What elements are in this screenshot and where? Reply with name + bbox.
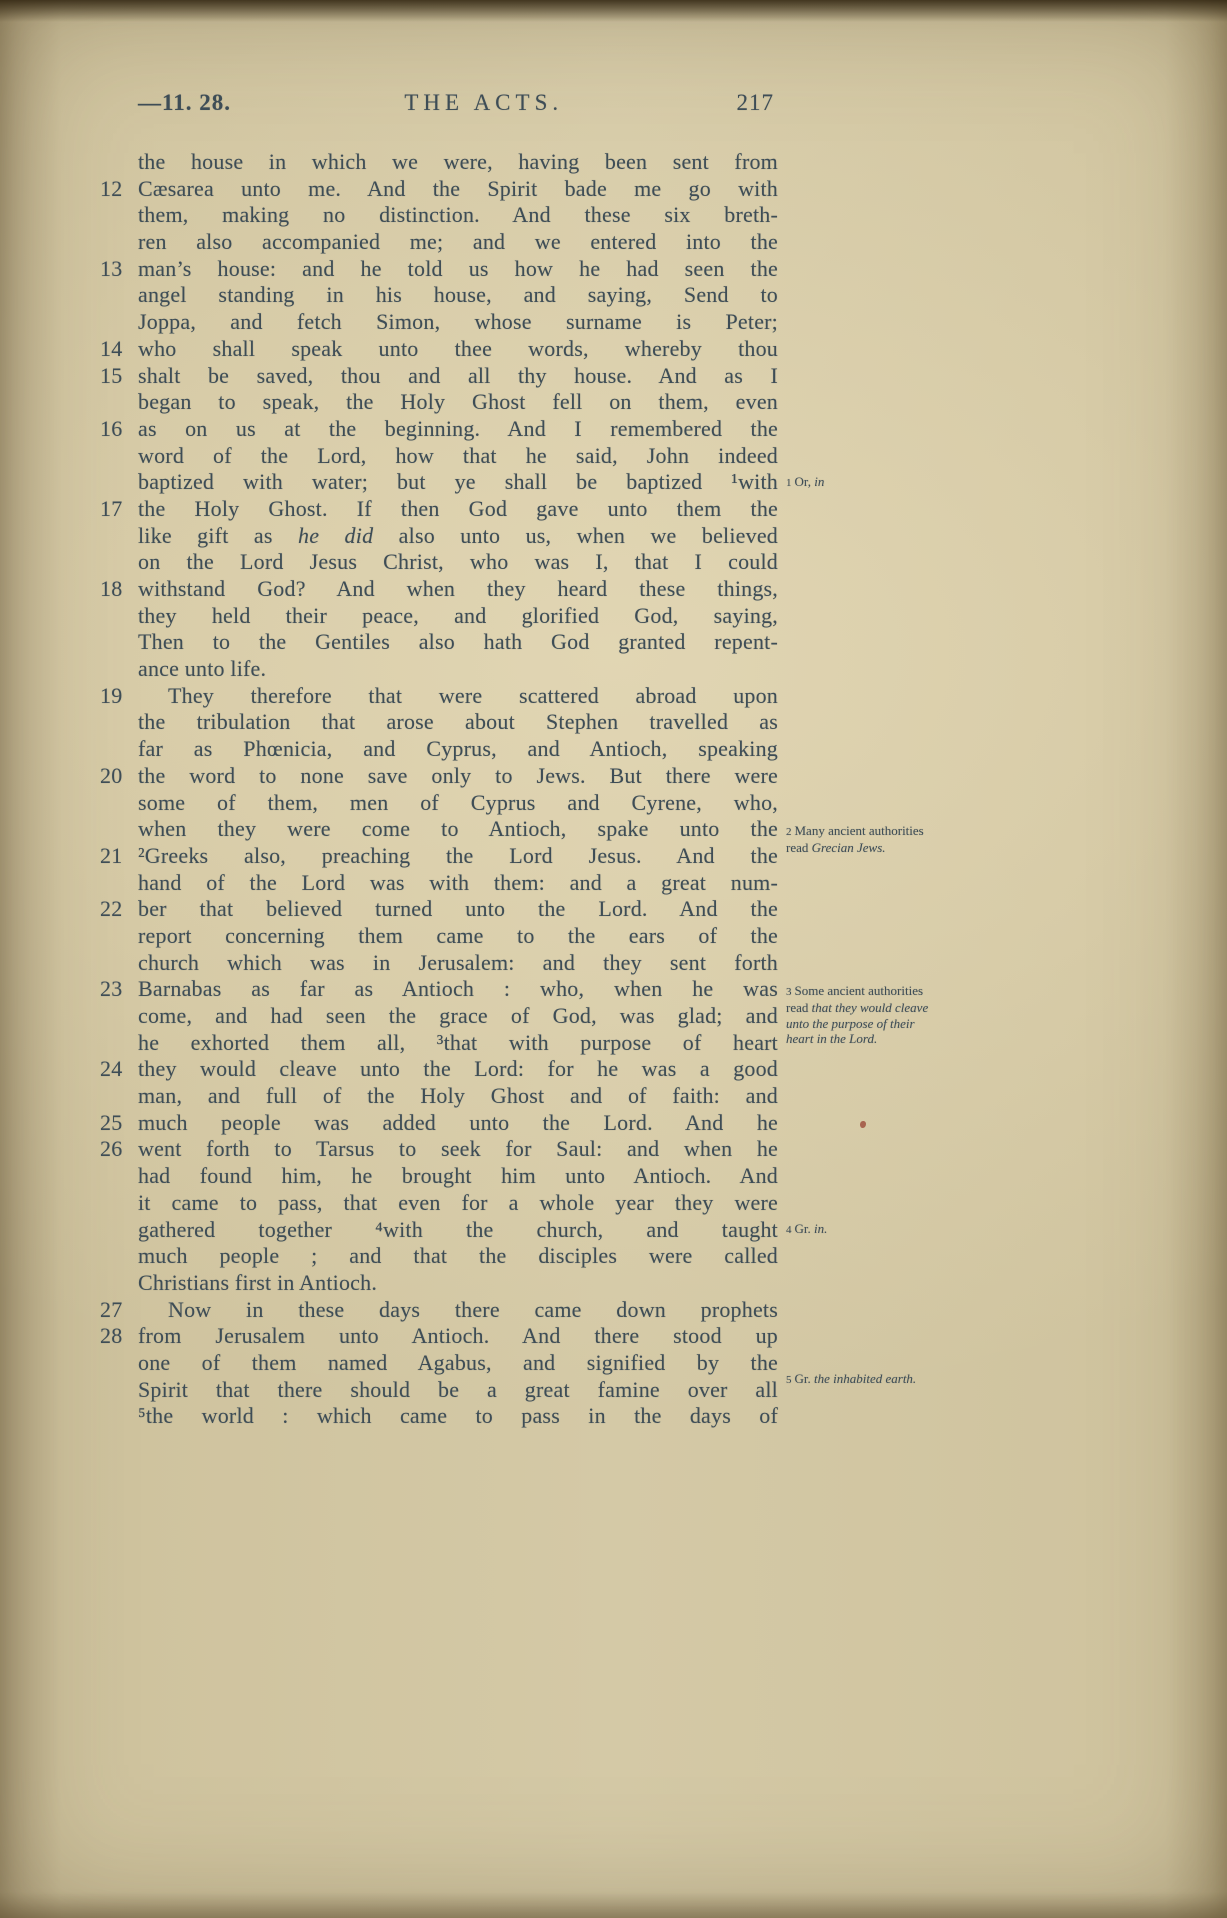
line-text: the house in which we were, having been sent from [138, 149, 778, 174]
line-text: shalt be saved, thou and all thy house. And as I [138, 362, 778, 388]
text-line [100, 1163, 790, 1190]
header-page-number: 217 [736, 90, 774, 115]
text-line [100, 389, 790, 416]
text-line [100, 1323, 790, 1350]
text-line [100, 736, 790, 763]
verse-number: 28 [100, 1323, 123, 1349]
line-text: man’s house: and he told us how he had seen the [138, 255, 778, 281]
line-text: come, and had seen the grace of God, was glad; and [138, 1003, 778, 1028]
line-text: who shall speak unto thee words, whereby thou [138, 335, 778, 361]
line-text: far as Phœnicia, and Cyprus, and Antioch, speaking [138, 736, 778, 762]
text-line [100, 363, 790, 390]
line-text: they held their peace, and glorified God, saying, [138, 602, 778, 628]
text-line [100, 816, 790, 843]
line-text: they would cleave unto the Lord: for he was a good [138, 1056, 778, 1082]
text-line [100, 790, 790, 817]
verse-number: 15 [100, 362, 123, 388]
line-text: man, and full of the Holy Ghost and of faith: and [138, 1083, 778, 1109]
text-line [100, 629, 790, 656]
line-text: Now in these days there came down prophets [168, 1296, 778, 1322]
text-line [100, 229, 790, 256]
line-text: word of the Lord, how that he said, John indeed [138, 442, 778, 468]
line-text: ⁵the world : which came to pass in the days of [138, 1403, 778, 1429]
text-line [100, 1030, 790, 1057]
line-text: them, making no distinction. And these six breth- [138, 202, 778, 228]
margin-note: 2 Many ancient authorities read Grecian Jews. [786, 822, 924, 855]
line-text: the tribulation that arose about Stephen travelled as [138, 709, 778, 735]
text-line [100, 1217, 790, 1244]
text-line [100, 1403, 790, 1430]
line-text: ²Greeks also, preaching the Lord Jesus. And the [138, 842, 778, 868]
text-line [100, 496, 790, 523]
text-column [100, 149, 790, 1430]
verse-number: 19 [100, 682, 123, 708]
line-text: Cæsarea unto me. And the Spirit bade me go with [138, 175, 778, 201]
page-header [138, 90, 774, 116]
text-line [100, 1297, 790, 1324]
text-line [100, 1056, 790, 1083]
text-line [100, 923, 790, 950]
line-text: Christians first in Antioch. [138, 1269, 378, 1295]
verse-number: 14 [100, 335, 123, 361]
verse-number: 26 [100, 1136, 123, 1162]
line-text: from Jerusalem unto Antioch. And there stood up [138, 1323, 778, 1349]
text-line [100, 576, 790, 603]
text-line [100, 523, 790, 550]
text-line [100, 1003, 790, 1030]
margin-note: 3 Some ancient authorities read that they would cleave unto the purpose of their heart in the Lord. [786, 982, 929, 1047]
line-text: the word to none save only to Jews. But there were [138, 762, 778, 788]
header-verse-ref: —11. 28. [138, 90, 231, 115]
line-text: like gift as he did also unto us, when we believed [138, 522, 779, 548]
text-line [100, 656, 790, 683]
text-line [100, 282, 790, 309]
text-line [100, 1350, 790, 1377]
margin-notes-column [786, 149, 940, 1449]
line-text: report concerning them came to the ears of the [138, 922, 778, 948]
line-text: he exhorted them all, ³that with purpose of heart [138, 1029, 778, 1055]
line-text: it came to pass, that even for a whole year they were [138, 1189, 778, 1215]
text-line [100, 1136, 790, 1163]
line-text: had found him, he brought him unto Antioch. And [138, 1163, 778, 1189]
verse-number: 24 [100, 1056, 123, 1082]
verse-number: 17 [100, 495, 123, 521]
text-line [100, 709, 790, 736]
line-text: They therefore that were scattered abroad upon [168, 682, 778, 708]
line-text: angel standing in his house, and saying, Send to [138, 282, 778, 308]
line-text: hand of the Lord was with them: and a great num- [138, 869, 778, 895]
note-ref: 4 [786, 1224, 792, 1236]
line-text: Barnabas as far as Antioch : who, when he was [138, 976, 778, 1002]
text-line [100, 896, 790, 923]
margin-note: 1 Or, in [786, 474, 825, 490]
text-line [100, 1110, 790, 1137]
text-line [100, 950, 790, 977]
text-line [100, 549, 790, 576]
verse-number: 27 [100, 1296, 123, 1322]
text-line [100, 416, 790, 443]
text-line [100, 683, 790, 710]
verse-number: 18 [100, 576, 123, 601]
text-line [100, 603, 790, 630]
text-line [100, 309, 790, 336]
line-text: Then to the Gentiles also hath God granted repent- [138, 629, 778, 655]
header-title: THE ACTS. [404, 90, 564, 115]
line-text: much people ; and that the disciples were called [138, 1243, 778, 1269]
text-line [100, 1190, 790, 1217]
text-line [100, 1083, 790, 1110]
line-text: Joppa, and fetch Simon, whose surname is Peter; [138, 309, 778, 335]
text-line [100, 870, 790, 897]
verse-number: 16 [100, 415, 123, 441]
line-text: on the Lord Jesus Christ, who was I, that I could [138, 549, 778, 575]
line-text: as on us at the beginning. And I remembered the [138, 415, 778, 441]
note-ref: 1 [786, 477, 792, 490]
margin-note: 5 Gr. the inhabited earth. [786, 1371, 917, 1387]
verse-number: 13 [100, 255, 123, 281]
margin-note: 4 Gr. in. [786, 1221, 828, 1236]
verse-number: 20 [100, 762, 123, 788]
line-text: began to speak, the Holy Ghost fell on them, even [138, 389, 778, 415]
text-line [100, 976, 790, 1003]
line-text: ren also accompanied me; and we entered into the [138, 229, 778, 255]
line-text: went forth to Tarsus to seek for Saul: and when he [138, 1136, 778, 1162]
verse-number: 25 [100, 1109, 123, 1135]
text-line [100, 1270, 790, 1297]
text-line [100, 149, 790, 176]
line-text: some of them, men of Cyprus and Cyrene, who, [138, 789, 778, 815]
text-line [100, 176, 790, 203]
verse-number: 12 [100, 175, 123, 201]
text-line [100, 763, 790, 790]
note-ref: 2 [786, 825, 792, 838]
text-line [100, 202, 790, 229]
line-text: withstand God? And when they heard these things, [138, 576, 778, 601]
line-text: when they were come to Antioch, spake unto the [138, 816, 778, 842]
line-text: gathered together ⁴with the church, and taught [138, 1216, 778, 1242]
line-text: much people was added unto the Lord. And he [138, 1109, 778, 1135]
text-line [100, 1377, 790, 1404]
line-text: baptized with water; but ye shall be baptized ¹with [138, 469, 778, 495]
note-ref: 3 [786, 985, 792, 998]
verse-number: 21 [100, 842, 123, 868]
line-text: Spirit that there should be a great famine over all [138, 1376, 778, 1402]
text-line [100, 843, 790, 870]
note-ref: 5 [786, 1374, 792, 1387]
text-line [100, 336, 790, 363]
text-line [100, 256, 790, 283]
text-line [100, 1243, 790, 1270]
line-text: one of them named Agabus, and signified by the [138, 1349, 778, 1375]
verse-number: 22 [100, 896, 123, 922]
line-text: ber that believed turned unto the Lord. And the [138, 896, 778, 922]
line-text: church which was in Jerusalem: and they sent forth [138, 949, 778, 975]
line-text: the Holy Ghost. If then God gave unto them the [138, 495, 778, 521]
text-line [100, 469, 790, 496]
line-text: ance unto life. [138, 656, 267, 682]
text-line [100, 443, 790, 470]
verse-number: 23 [100, 976, 123, 1002]
